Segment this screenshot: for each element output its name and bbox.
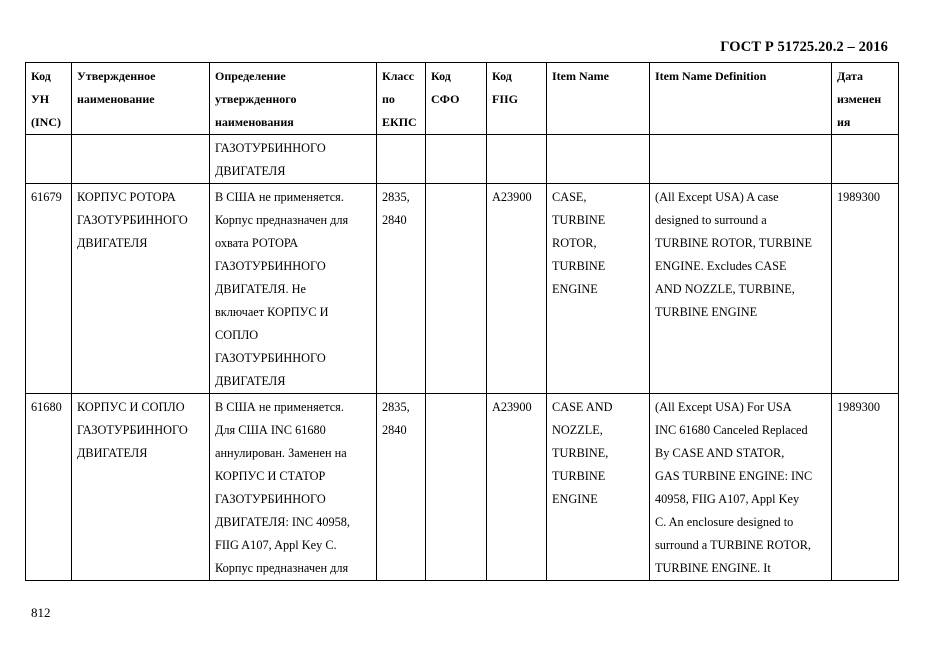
table-row (26, 184, 899, 394)
column-header-date: Дата изменен ия (832, 63, 899, 135)
table-cell-sfo (426, 184, 487, 394)
table-cell-ekps: 2835, 2840 (377, 184, 426, 394)
table-cell-definition: В США не применяется. Корпус предназначен для охвата РОТОРА ГАЗОТУРБИННОГО ДВИГАТЕЛЯ. Не включает КОРПУС И СОПЛО ГАЗОТУРБИННОГО ДВИГАТЕЛЯ (210, 184, 377, 394)
table-cell (426, 135, 487, 184)
registry-table (25, 62, 899, 581)
table-cell-item-definition: (All Except USA) A case designed to surround a TURBINE ROTOR, TURBINE ENGINE. Excludes CASE AND NOZZLE, TURBINE, TURBINE ENGINE (650, 184, 832, 394)
table-cell-date: 1989300 (832, 184, 899, 394)
table-cell (377, 135, 426, 184)
column-header-inc: Код УН (INC) (26, 63, 72, 135)
table-cell (487, 135, 547, 184)
table-cell-approved-name: КОРПУС РОТОРА ГАЗОТУРБИННОГО ДВИГАТЕЛЯ (72, 184, 210, 394)
table-cell-definition: ГАЗОТУРБИННОГО ДВИГАТЕЛЯ (210, 135, 377, 184)
table-cell-item-definition: (All Except USA) For USA INC 61680 Canceled Replaced By CASE AND STATOR, GAS TURBINE ENGINE: INC 40958, FIIG A107, Appl Key C. An enclosure designed to surround a TURBINE ROTOR, TURBINE ENGINE. It (650, 394, 832, 581)
table-cell-sfo (426, 394, 487, 581)
table-cell (547, 135, 650, 184)
table-cell-inc: 61679 (26, 184, 72, 394)
table-cell-fiig: A23900 (487, 184, 547, 394)
table-cell-definition: В США не применяется. Для США INC 61680 аннулирован. Заменен на КОРПУС И СТАТОР ГАЗОТУРБИННОГО ДВИГАТЕЛЯ: INC 40958, FIIG A107, Appl Key C. Корпус предназначен для (210, 394, 377, 581)
table-cell-ekps: 2835, 2840 (377, 394, 426, 581)
table-row (26, 394, 899, 581)
column-header-ekps: Класс по ЕКПС (377, 63, 426, 135)
table-cell (72, 135, 210, 184)
table-cell-inc: 61680 (26, 394, 72, 581)
table-row-continuation (26, 135, 899, 184)
table-cell-item-name: CASE, TURBINE ROTOR, TURBINE ENGINE (547, 184, 650, 394)
table-cell (832, 135, 899, 184)
column-header-approved-name: Утвержденное наименование (72, 63, 210, 135)
table-cell-item-name: CASE AND NOZZLE, TURBINE, TURBINE ENGINE (547, 394, 650, 581)
page-number: 812 (31, 605, 51, 620)
column-header-sfo: Код СФО (426, 63, 487, 135)
table-cell (26, 135, 72, 184)
column-header-definition: Определение утвержденного наименования (210, 63, 377, 135)
column-header-item-name: Item Name (547, 63, 650, 135)
column-header-item-definition: Item Name Definition (650, 63, 832, 135)
table-cell-fiig: A23900 (487, 394, 547, 581)
column-header-fiig: Код FIIG (487, 63, 547, 135)
table-cell-approved-name: КОРПУС И СОПЛО ГАЗОТУРБИННОГО ДВИГАТЕЛЯ (72, 394, 210, 581)
table-cell-date: 1989300 (832, 394, 899, 581)
table-header-row (26, 63, 899, 135)
table-cell (650, 135, 832, 184)
document-code: ГОСТ Р 51725.20.2 – 2016 (720, 39, 888, 55)
